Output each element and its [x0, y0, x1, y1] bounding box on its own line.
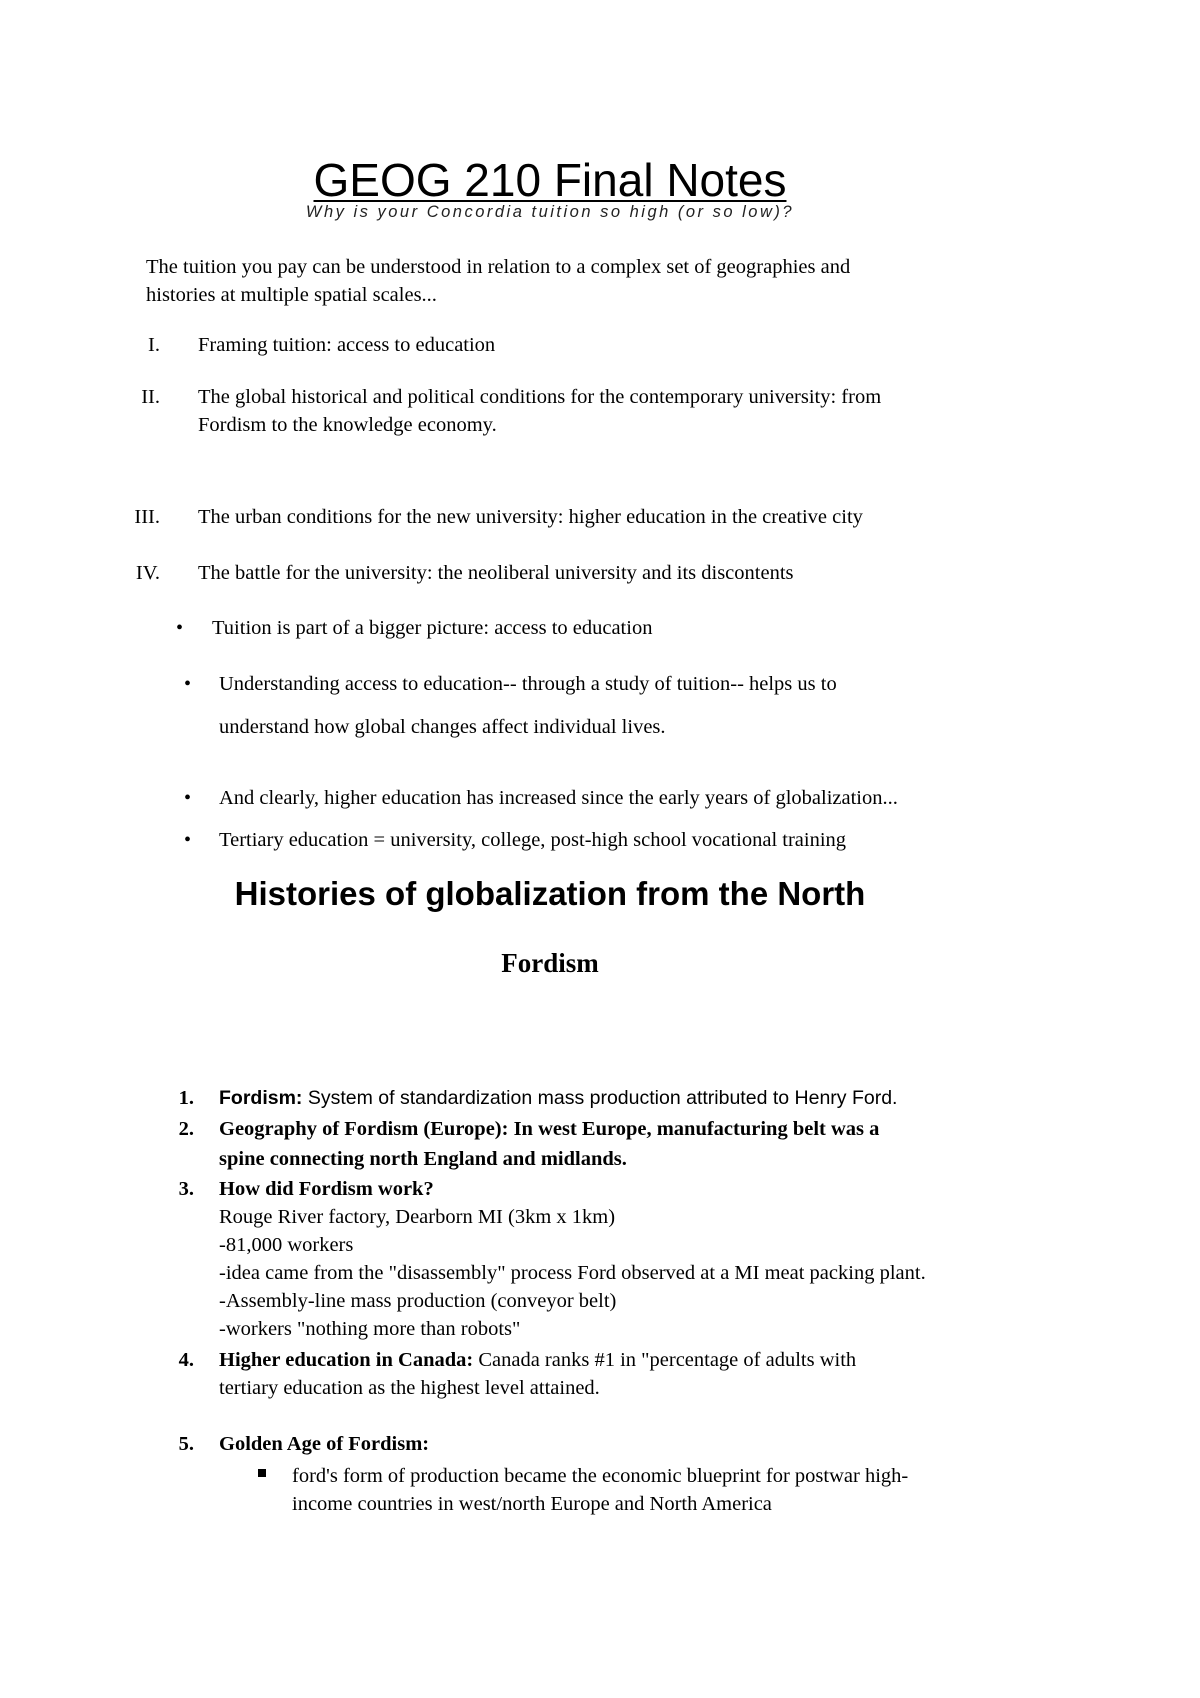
item-text: spine connecting north England and midlands.: [219, 1148, 627, 1170]
page-subtitle: Why is your Concordia tuition so high (or so low)?: [305, 203, 795, 221]
bullet-text: Tuition is part of a bigger picture: access to education: [212, 617, 653, 639]
square-bullet-icon: [258, 1469, 266, 1477]
roman-item-text: The battle for the university: the neoliberal university and its discontents: [198, 562, 794, 584]
bullet-text: understand how global changes affect individual lives.: [219, 716, 666, 738]
roman-num: II.: [141, 386, 160, 408]
sub-item-text: ford's form of production became the economic blueprint for postwar high-: [292, 1465, 909, 1487]
bullet-icon: •: [184, 673, 192, 695]
item-text: In west Europe, manufacturing belt was a: [508, 1118, 880, 1140]
section-heading: Histories of globalization from the North: [234, 875, 866, 912]
item-text: tertiary education as the highest level attained.: [219, 1377, 600, 1399]
item-detail: -Assembly-line mass production (conveyor belt): [219, 1290, 617, 1312]
item-label: Geography of Fordism (Europe):: [219, 1118, 509, 1140]
item-label: Higher education in Canada:: [219, 1349, 474, 1371]
list-number: 3.: [178, 1178, 194, 1200]
roman-item-text: Fordism to the knowledge economy.: [198, 414, 497, 436]
page-title: GEOG 210 Final Notes: [313, 154, 787, 206]
subsection-heading: Fordism: [501, 948, 599, 978]
item-label: Golden Age of Fordism:: [219, 1433, 430, 1455]
intro-line-1: The tuition you pay can be understood in relation to a complex set of geographies and: [146, 256, 851, 278]
item-text: System of standardization mass production attributed to Henry Ford.: [302, 1087, 898, 1109]
roman-item-text: The urban conditions for the new university: higher education in the creative city: [198, 506, 863, 528]
list-number: 2.: [178, 1118, 194, 1140]
bullet-text: Understanding access to education-- through a study of tuition-- helps us to: [219, 673, 837, 695]
list-number: 4.: [178, 1349, 194, 1371]
item-detail: -idea came from the "disassembly" process Ford observed at a MI meat packing plant.: [219, 1262, 926, 1284]
list-item: [219, 1346, 856, 1374]
roman-num: III.: [134, 506, 160, 528]
sub-item-text: income countries in west/north Europe and North America: [292, 1493, 772, 1515]
item-text: Canada ranks #1 in "percentage of adults with: [473, 1349, 857, 1371]
bullet-icon: •: [176, 617, 184, 639]
roman-item-text: The global historical and political conditions for the contemporary university: from: [198, 386, 882, 408]
roman-num: IV.: [135, 562, 160, 584]
roman-item-text: Framing tuition: access to education: [198, 334, 496, 356]
item-detail: Rouge River factory, Dearborn MI (3km x 1km): [219, 1206, 616, 1228]
bullet-text: And clearly, higher education has increased since the early years of globalization...: [219, 787, 898, 809]
list-number: 1.: [178, 1087, 194, 1109]
list-item: [219, 1115, 879, 1143]
bullet-icon: •: [184, 787, 192, 809]
bullet-icon: •: [184, 829, 192, 851]
list-number: 5.: [178, 1433, 194, 1455]
bullet-text: Tertiary education = university, college, post-high school vocational training: [219, 829, 847, 851]
item-label: How did Fordism work?: [219, 1178, 434, 1200]
item-detail: -workers "nothing more than robots": [219, 1318, 521, 1340]
list-item: [219, 1084, 897, 1112]
intro-line-2: histories at multiple spatial scales...: [146, 284, 437, 306]
roman-num: I.: [148, 334, 160, 356]
item-detail: -81,000 workers: [219, 1234, 354, 1256]
item-label: Fordism:: [219, 1087, 303, 1109]
